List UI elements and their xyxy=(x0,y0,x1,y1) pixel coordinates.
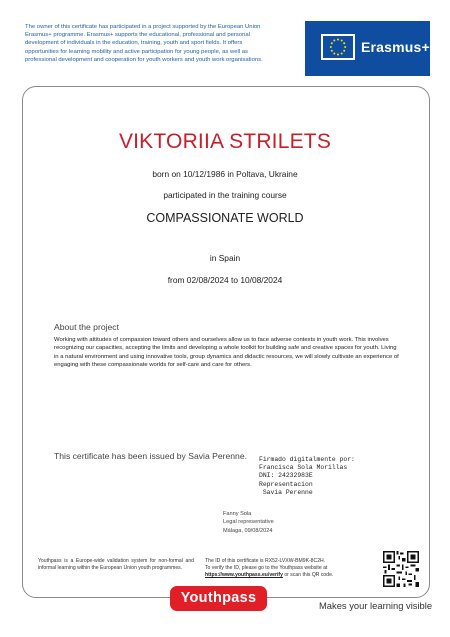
signer-name: Fanny Sola xyxy=(223,511,252,517)
youthpass-description: Youthpass is a Europe-wide validation system for non-formal and informal learning within the European Union youth programmes. xyxy=(38,558,194,572)
course-dates: from 02/08/2024 to 10/08/2024 xyxy=(167,275,283,285)
verify-link[interactable]: https://www.youthpass.eu/verify xyxy=(205,572,283,579)
place-date: Málaga, 09/08/2024 xyxy=(223,527,273,534)
verify-instructions: To verify the ID, please go to the Youthpass website at xyxy=(205,565,328,572)
youthpass-tagline: Makes your learning visible xyxy=(319,600,433,611)
about-heading: About the project xyxy=(54,322,119,332)
participant-name: VIKTORIIA STRILETS xyxy=(118,130,332,153)
issued-by: This certificate has been issued by Savia Perenne. xyxy=(54,451,247,461)
erasmus-plus-logo xyxy=(305,21,430,76)
digital-signature: Firmado digitalmente por: Francisca Sola Morillas DNI: 24232983E Representacion Savia Perenne xyxy=(259,456,355,496)
youthpass-logo: Youthpass xyxy=(170,586,267,611)
erasmus-plus-wordmark: Erasmus+ xyxy=(361,39,430,55)
about-description: Working with attitudes of compassion toward others and ourselves allow us to face adverse contexts in youth work. This involves recognizing our capacities, accepting the limits and developing a whole toolkit for building safe and creative spaces for youth. Living in a natural environment and using innovative tools, group dynamics and didactic resources, we will slowly cultivate an experience of engaging with these compassionate worlds for self-care and care for others. xyxy=(54,337,399,369)
qr-code-icon xyxy=(383,551,419,587)
verification-info xyxy=(205,558,370,580)
header-band xyxy=(20,21,430,77)
birth-info: born on 10/12/1986 in Poltava, Ukraine xyxy=(152,169,298,179)
signer-block xyxy=(223,510,274,535)
course-title: COMPASSIONATE WORLD xyxy=(146,211,304,225)
participation-text: participated in the training course xyxy=(163,190,287,200)
verify-suffix: or scan this QR code. xyxy=(282,572,334,579)
certificate-id: The ID of this certificate is RX52-LVXW-BM9K-8C2H. xyxy=(205,558,326,564)
program-description: The owner of this certificate has participated in a project supported by the European Union Erasmus+ programme. Erasmus+ supports the educational, professional and personal development of individuals in the education, training, youth and sport fields. It offers opportunities for learning mobility and active participation for young people, as well as professional development and cooperation for youth workers and youth work organisations. xyxy=(25,24,263,63)
eu-flag-icon xyxy=(321,34,355,60)
signer-role: Legal representative xyxy=(223,519,274,526)
course-location: in Spain xyxy=(209,253,241,263)
